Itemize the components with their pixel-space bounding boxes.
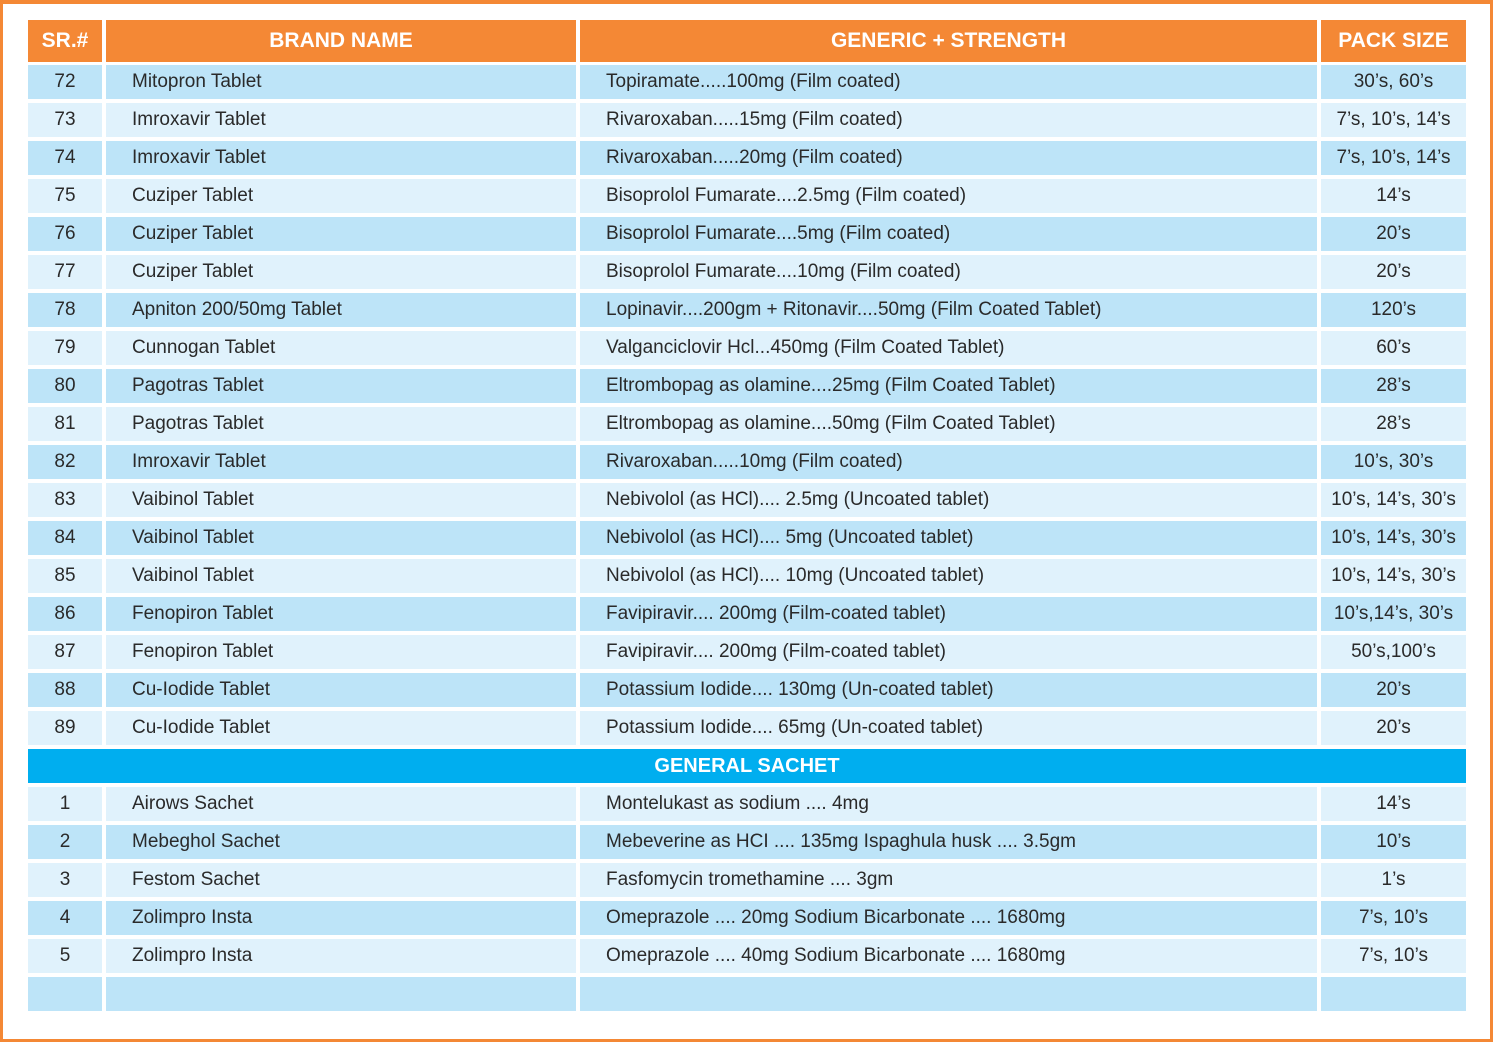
cell-generic-strength: Potassium Iodide.... 65mg (Un-coated tablet) — [580, 711, 1317, 745]
cell-brand-name: Vaibinol Tablet — [106, 521, 576, 555]
cell-sr: 77 — [28, 255, 102, 289]
cell-sr: 88 — [28, 673, 102, 707]
cell-pack-size: 14’s — [1321, 787, 1466, 821]
cell-brand-name: Vaibinol Tablet — [106, 483, 576, 517]
cell-generic-strength: Bisoprolol Fumarate....2.5mg (Film coated) — [580, 179, 1317, 213]
cell-generic-strength: Nebivolol (as HCl).... 2.5mg (Uncoated tablet) — [580, 483, 1317, 517]
cell-generic-strength: Bisoprolol Fumarate....10mg (Film coated) — [580, 255, 1317, 289]
cell-sr: 2 — [28, 825, 102, 859]
cell-sr — [28, 977, 102, 1011]
cell-sr: 78 — [28, 293, 102, 327]
cell-sr: 1 — [28, 787, 102, 821]
cell-pack-size: 7’s, 10’s — [1321, 901, 1466, 935]
table-header — [28, 20, 1466, 62]
cell-pack-size: 7’s, 10’s, 14’s — [1321, 141, 1466, 175]
sachet-rows — [28, 787, 1466, 1011]
cell-brand-name: Fenopiron Tablet — [106, 635, 576, 669]
header-pack-size: PACK SIZE — [1321, 20, 1466, 62]
cell-sr: 86 — [28, 597, 102, 631]
cell-generic-strength: Nebivolol (as HCl).... 10mg (Uncoated tablet) — [580, 559, 1317, 593]
cell-generic-strength: Montelukast as sodium .... 4mg — [580, 787, 1317, 821]
cell-pack-size — [1321, 977, 1466, 1011]
cell-brand-name: Apniton 200/50mg Tablet — [106, 293, 576, 327]
cell-brand-name: Airows Sachet — [106, 787, 576, 821]
cell-pack-size: 28’s — [1321, 369, 1466, 403]
cell-generic-strength: Omeprazole .... 20mg Sodium Bicarbonate .... 1680mg — [580, 901, 1317, 935]
cell-generic-strength: Eltrombopag as olamine....50mg (Film Coated Tablet) — [580, 407, 1317, 441]
table-row — [28, 331, 1466, 365]
cell-brand-name: Vaibinol Tablet — [106, 559, 576, 593]
cell-sr: 85 — [28, 559, 102, 593]
cell-brand-name: Cu-Iodide Tablet — [106, 711, 576, 745]
table-row — [28, 293, 1466, 327]
cell-pack-size: 10’s — [1321, 825, 1466, 859]
table-row — [28, 217, 1466, 251]
cell-pack-size: 14’s — [1321, 179, 1466, 213]
table-row — [28, 369, 1466, 403]
cell-generic-strength: Omeprazole .... 40mg Sodium Bicarbonate .... 1680mg — [580, 939, 1317, 973]
cell-generic-strength: Rivaroxaban.....20mg (Film coated) — [580, 141, 1317, 175]
cell-pack-size: 20’s — [1321, 711, 1466, 745]
header-sr: SR.# — [28, 20, 102, 62]
table-row — [28, 483, 1466, 517]
cell-brand-name: Pagotras Tablet — [106, 369, 576, 403]
cell-pack-size: 1’s — [1321, 863, 1466, 897]
cell-pack-size: 7’s, 10’s — [1321, 939, 1466, 973]
cell-brand-name: Fenopiron Tablet — [106, 597, 576, 631]
cell-pack-size: 10’s, 14’s, 30’s — [1321, 559, 1466, 593]
cell-generic-strength: Rivaroxaban.....10mg (Film coated) — [580, 445, 1317, 479]
cell-generic-strength: Nebivolol (as HCl).... 5mg (Uncoated tablet) — [580, 521, 1317, 555]
cell-brand-name: Zolimpro Insta — [106, 939, 576, 973]
table-row — [28, 141, 1466, 175]
cell-sr: 83 — [28, 483, 102, 517]
cell-brand-name: Cunnogan Tablet — [106, 331, 576, 365]
cell-brand-name: Cuziper Tablet — [106, 255, 576, 289]
cell-brand-name — [106, 977, 576, 1011]
cell-pack-size: 10’s,14’s, 30’s — [1321, 597, 1466, 631]
table-row — [28, 787, 1466, 821]
cell-pack-size: 120’s — [1321, 293, 1466, 327]
cell-pack-size: 10’s, 14’s, 30’s — [1321, 483, 1466, 517]
cell-generic-strength: Potassium Iodide.... 130mg (Un-coated tablet) — [580, 673, 1317, 707]
table-row — [28, 977, 1466, 1011]
cell-pack-size: 20’s — [1321, 217, 1466, 251]
cell-generic-strength: Valganciclovir Hcl...450mg (Film Coated Tablet) — [580, 331, 1317, 365]
cell-pack-size: 30’s, 60’s — [1321, 65, 1466, 99]
cell-generic-strength: Rivaroxaban.....15mg (Film coated) — [580, 103, 1317, 137]
cell-sr: 4 — [28, 901, 102, 935]
cell-sr: 76 — [28, 217, 102, 251]
header-brand-name: BRAND NAME — [106, 20, 576, 62]
cell-brand-name: Imroxavir Tablet — [106, 103, 576, 137]
table-row — [28, 103, 1466, 137]
cell-sr: 84 — [28, 521, 102, 555]
table-row — [28, 939, 1466, 973]
cell-sr: 74 — [28, 141, 102, 175]
table-row — [28, 635, 1466, 669]
cell-brand-name: Imroxavir Tablet — [106, 445, 576, 479]
cell-brand-name: Mebeghol Sachet — [106, 825, 576, 859]
cell-brand-name: Cu-Iodide Tablet — [106, 673, 576, 707]
table-row — [28, 407, 1466, 441]
table-row — [28, 597, 1466, 631]
cell-brand-name: Festom Sachet — [106, 863, 576, 897]
table-row — [28, 825, 1466, 859]
cell-sr: 80 — [28, 369, 102, 403]
cell-brand-name: Pagotras Tablet — [106, 407, 576, 441]
table-row — [28, 711, 1466, 745]
cell-generic-strength: Topiramate.....100mg (Film coated) — [580, 65, 1317, 99]
cell-pack-size: 50’s,100’s — [1321, 635, 1466, 669]
cell-brand-name: Zolimpro Insta — [106, 901, 576, 935]
cell-generic-strength: Mebeverine as HCI .... 135mg Ispaghula husk .... 3.5gm — [580, 825, 1317, 859]
cell-generic-strength: Fasfomycin tromethamine .... 3gm — [580, 863, 1317, 897]
cell-generic-strength: Lopinavir....200gm + Ritonavir....50mg (Film Coated Tablet) — [580, 293, 1317, 327]
table-row — [28, 559, 1466, 593]
cell-sr: 81 — [28, 407, 102, 441]
cell-brand-name: Cuziper Tablet — [106, 217, 576, 251]
cell-generic-strength: Favipiravir.... 200mg (Film-coated tablet) — [580, 597, 1317, 631]
section-header-general-sachet: GENERAL SACHET — [28, 749, 1466, 783]
header-generic-strength: GENERIC + STRENGTH — [580, 20, 1317, 62]
cell-sr: 75 — [28, 179, 102, 213]
cell-sr: 82 — [28, 445, 102, 479]
cell-generic-strength — [580, 977, 1317, 1011]
cell-brand-name: Cuziper Tablet — [106, 179, 576, 213]
cell-pack-size: 10’s, 30’s — [1321, 445, 1466, 479]
table-row — [28, 255, 1466, 289]
tablet-rows — [28, 65, 1466, 745]
cell-sr: 87 — [28, 635, 102, 669]
cell-pack-size: 28’s — [1321, 407, 1466, 441]
table-row — [28, 179, 1466, 213]
table-row — [28, 65, 1466, 99]
cell-brand-name: Mitopron Tablet — [106, 65, 576, 99]
cell-sr: 89 — [28, 711, 102, 745]
table-row — [28, 673, 1466, 707]
table-row — [28, 863, 1466, 897]
cell-sr: 79 — [28, 331, 102, 365]
cell-pack-size: 7’s, 10’s, 14’s — [1321, 103, 1466, 137]
cell-sr: 5 — [28, 939, 102, 973]
table-row — [28, 445, 1466, 479]
cell-pack-size: 20’s — [1321, 255, 1466, 289]
cell-sr: 72 — [28, 65, 102, 99]
product-table — [28, 20, 1466, 1015]
table-row — [28, 521, 1466, 555]
cell-pack-size: 10’s, 14’s, 30’s — [1321, 521, 1466, 555]
cell-generic-strength: Favipiravir.... 200mg (Film-coated tablet) — [580, 635, 1317, 669]
table-row — [28, 901, 1466, 935]
cell-pack-size: 20’s — [1321, 673, 1466, 707]
cell-generic-strength: Bisoprolol Fumarate....5mg (Film coated) — [580, 217, 1317, 251]
cell-pack-size: 60’s — [1321, 331, 1466, 365]
cell-brand-name: Imroxavir Tablet — [106, 141, 576, 175]
cell-sr: 73 — [28, 103, 102, 137]
cell-sr: 3 — [28, 863, 102, 897]
cell-generic-strength: Eltrombopag as olamine....25mg (Film Coated Tablet) — [580, 369, 1317, 403]
